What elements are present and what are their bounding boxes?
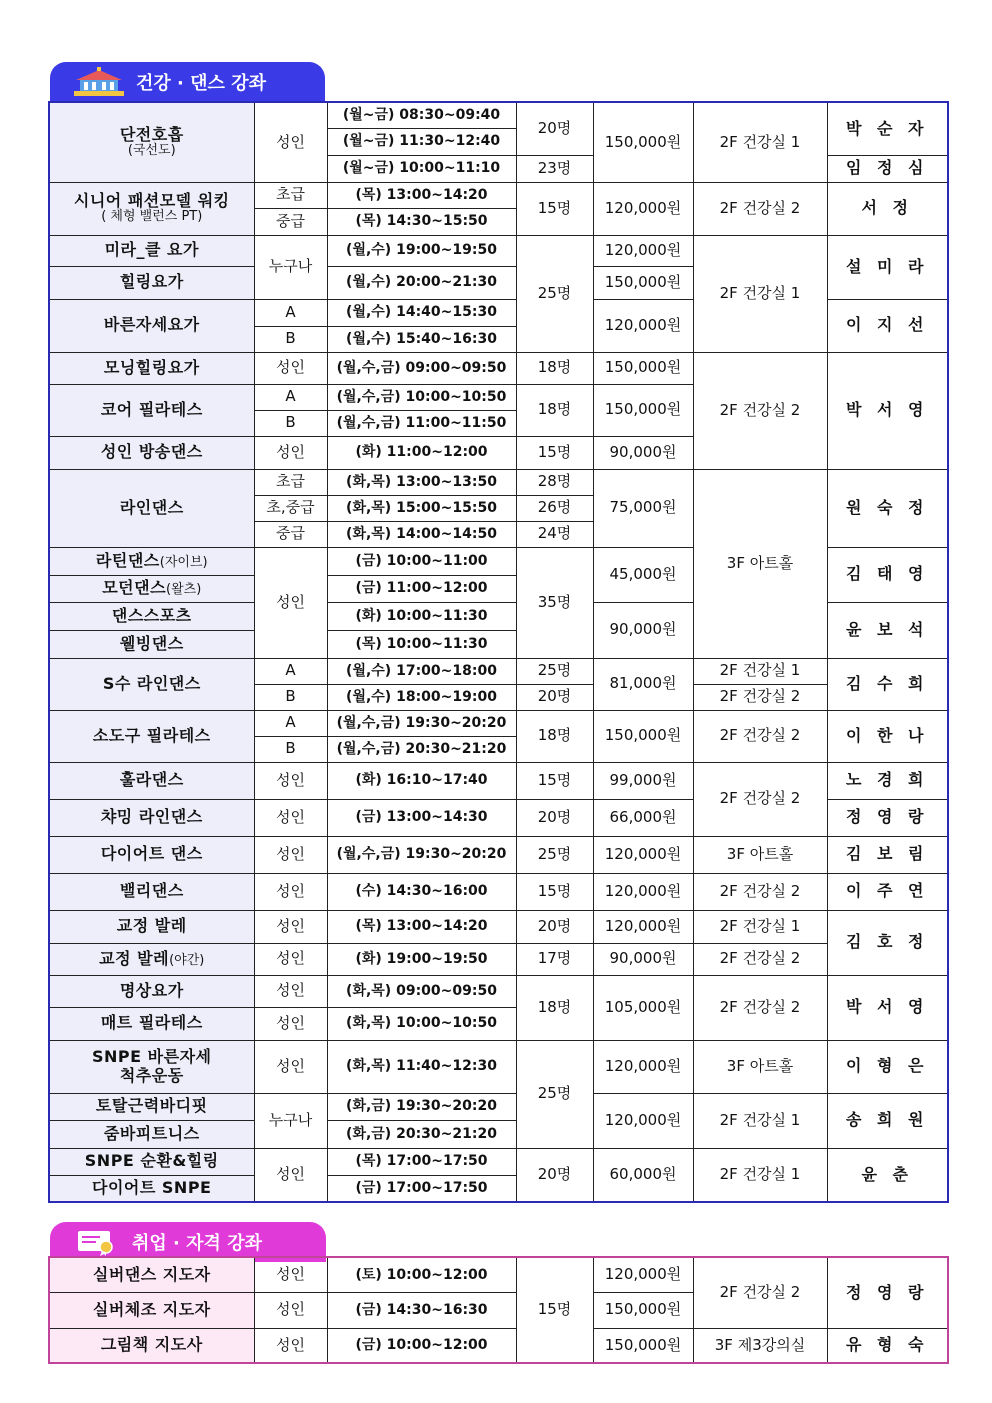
course-price: 120,000원 — [593, 910, 693, 943]
course-name: 소도구 필라테스 — [49, 710, 254, 762]
course-teacher: 이 한 나 — [827, 710, 948, 762]
table-row — [49, 102, 948, 128]
course-room: 3F 제3강의실 — [693, 1328, 827, 1363]
course-capacity: 28명 — [516, 469, 593, 495]
course-time: (화,목) 15:00~15:50 — [327, 495, 516, 521]
course-room: 2F 건강실 2 — [693, 762, 827, 836]
course-target: 성인 — [254, 1040, 327, 1093]
course-target: 성인 — [254, 102, 327, 182]
course-name: SNPE 바른자세 척추운동 — [49, 1040, 254, 1093]
course-name: 매트 필라테스 — [49, 1007, 254, 1040]
course-name: 명상요가 — [49, 975, 254, 1007]
course-name: 챠밍 라인댄스 — [49, 799, 254, 836]
course-price: 90,000원 — [593, 436, 693, 469]
course-time: (화,목) 13:00~13:50 — [327, 469, 516, 495]
table-row — [49, 910, 948, 943]
course-time: (화) 11:00~12:00 — [327, 436, 516, 469]
course-name: 댄스스포츠 — [49, 602, 254, 630]
course-time: (화,목) 10:00~10:50 — [327, 1007, 516, 1040]
course-level: B — [254, 684, 327, 710]
course-teacher: 정 영 랑 — [827, 1257, 948, 1328]
course-level: A — [254, 299, 327, 326]
course-name: 교정 발레(야간) — [49, 943, 254, 975]
section-tab-health-dance — [50, 62, 325, 102]
course-name: 그림책 지도사 — [49, 1328, 254, 1363]
course-capacity: 20명 — [516, 102, 593, 155]
course-price: 75,000원 — [593, 469, 693, 547]
course-time: (금) 17:00~17:50 — [327, 1175, 516, 1202]
course-price: 150,000원 — [593, 1328, 693, 1363]
course-capacity: 25명 — [516, 235, 593, 352]
course-name: 미라_클 요가 — [49, 235, 254, 266]
course-price: 60,000원 — [593, 1148, 693, 1202]
table-row — [49, 836, 948, 873]
course-name: 라틴댄스(자이브) — [49, 547, 254, 575]
course-name: S수 라인댄스 — [49, 658, 254, 710]
course-time: (목) 10:00~11:30 — [327, 630, 516, 658]
table-row — [49, 1148, 948, 1175]
course-room: 3F 아트홀 — [693, 836, 827, 873]
course-capacity: 20명 — [516, 799, 593, 836]
course-name: 모던댄스(왈츠) — [49, 575, 254, 602]
course-level: B — [254, 326, 327, 352]
table-row — [49, 1040, 948, 1093]
course-teacher: 박 서 영 — [827, 975, 948, 1040]
course-capacity: 15명 — [516, 1257, 593, 1363]
course-name: 성인 방송댄스 — [49, 436, 254, 469]
course-capacity: 20명 — [516, 910, 593, 943]
course-target: 누구나 — [254, 1093, 327, 1148]
course-level: 중급 — [254, 208, 327, 235]
course-time: (월~금) 08:30~09:40 — [327, 102, 516, 128]
course-time: (화) 16:10~17:40 — [327, 762, 516, 799]
course-level: B — [254, 736, 327, 762]
course-teacher: 설 미 라 — [827, 235, 948, 299]
course-teacher: 임 정 심 — [827, 155, 948, 182]
course-price: 105,000원 — [593, 975, 693, 1040]
table-row — [49, 1093, 948, 1120]
course-teacher: 박 서 영 — [827, 352, 948, 469]
course-name: 바른자세요가 — [49, 299, 254, 352]
course-room: 2F 건강실 2 — [693, 1257, 827, 1328]
table-row — [49, 469, 948, 495]
course-price: 120,000원 — [593, 873, 693, 910]
course-target: 성인 — [254, 943, 327, 975]
course-time: (목) 13:00~14:20 — [327, 182, 516, 208]
course-time: (수) 14:30~16:00 — [327, 873, 516, 910]
health-dance-table — [48, 101, 949, 1203]
course-time: (금) 10:00~11:00 — [327, 547, 516, 575]
course-time: (화,금) 19:30~20:20 — [327, 1093, 516, 1120]
course-capacity: 18명 — [516, 384, 593, 436]
course-price: 150,000원 — [593, 102, 693, 182]
course-name: 교정 발레 — [49, 910, 254, 943]
course-name: 단전호흡 (국선도) — [49, 102, 254, 182]
course-price: 150,000원 — [593, 352, 693, 384]
course-target: 성인 — [254, 436, 327, 469]
course-name: 모닝힐링요가 — [49, 352, 254, 384]
course-room: 2F 건강실 1 — [693, 658, 827, 684]
course-teacher: 송 희 원 — [827, 1093, 948, 1148]
course-time: (금) 10:00~12:00 — [327, 1328, 516, 1363]
course-time: (화) 19:00~19:50 — [327, 943, 516, 975]
building-icon — [72, 67, 126, 97]
course-price: 150,000원 — [593, 384, 693, 436]
table-row — [49, 182, 948, 208]
course-room: 2F 건강실 2 — [693, 710, 827, 762]
course-capacity: 25명 — [516, 836, 593, 873]
course-level: B — [254, 410, 327, 436]
table-row — [49, 1328, 948, 1363]
course-time: (월,수) 19:00~19:50 — [327, 235, 516, 266]
course-time: (화,금) 20:30~21:20 — [327, 1120, 516, 1148]
course-room: 2F 건강실 2 — [693, 352, 827, 469]
course-capacity: 15명 — [516, 436, 593, 469]
course-price: 66,000원 — [593, 799, 693, 836]
course-room: 2F 건강실 1 — [693, 910, 827, 943]
table-row — [49, 1257, 948, 1292]
course-capacity: 15명 — [516, 762, 593, 799]
course-time: (목) 13:00~14:20 — [327, 910, 516, 943]
course-target: 성인 — [254, 799, 327, 836]
course-price: 81,000원 — [593, 658, 693, 710]
course-price: 99,000원 — [593, 762, 693, 799]
course-capacity: 20명 — [516, 684, 593, 710]
course-name: 라인댄스 — [49, 469, 254, 547]
course-teacher: 이 주 연 — [827, 873, 948, 910]
course-target: 성인 — [254, 1292, 327, 1328]
course-price: 150,000원 — [593, 710, 693, 762]
course-capacity: 35명 — [516, 547, 593, 658]
course-name: 힐링요가 — [49, 266, 254, 299]
course-teacher: 유 형 숙 — [827, 1328, 948, 1363]
course-teacher: 박 순 자 — [827, 102, 948, 155]
course-teacher: 정 영 랑 — [827, 799, 948, 836]
course-capacity: 18명 — [516, 710, 593, 762]
course-time: (금) 13:00~14:30 — [327, 799, 516, 836]
course-time: (월,수,금) 09:00~09:50 — [327, 352, 516, 384]
course-target: 성인 — [254, 1257, 327, 1292]
course-target: 성인 — [254, 352, 327, 384]
course-time: (월,수,금) 20:30~21:20 — [327, 736, 516, 762]
course-teacher: 김 수 희 — [827, 658, 948, 710]
table-row — [49, 352, 948, 384]
course-name: 실버체조 지도자 — [49, 1292, 254, 1328]
course-teacher: 김 보 림 — [827, 836, 948, 873]
course-room: 2F 건강실 1 — [693, 1148, 827, 1202]
course-price: 150,000원 — [593, 266, 693, 299]
course-teacher: 윤 보 석 — [827, 602, 948, 658]
table-row — [49, 658, 948, 684]
course-name: 시니어 패션모델 워킹 ( 체형 밸런스 PT) — [49, 182, 254, 235]
certificate-icon — [76, 1228, 116, 1256]
course-level: A — [254, 384, 327, 410]
course-target: 누구나 — [254, 235, 327, 299]
course-time: (월~금) 10:00~11:10 — [327, 155, 516, 182]
course-name: 웰빙댄스 — [49, 630, 254, 658]
section-title: 건강 · 댄스 강좌 — [136, 73, 266, 94]
course-name: 다이어트 SNPE — [49, 1175, 254, 1202]
course-capacity: 25명 — [516, 658, 593, 684]
course-name: 줌바피트니스 — [49, 1120, 254, 1148]
course-room: 2F 건강실 2 — [693, 873, 827, 910]
course-price: 120,000원 — [593, 836, 693, 873]
career-license-table — [48, 1256, 949, 1364]
course-price: 120,000원 — [593, 1093, 693, 1148]
course-room: 2F 건강실 2 — [693, 182, 827, 235]
course-name: 다이어트 댄스 — [49, 836, 254, 873]
course-teacher: 김 호 정 — [827, 910, 948, 975]
course-target: 성인 — [254, 836, 327, 873]
course-time: (금) 14:30~16:30 — [327, 1292, 516, 1328]
course-room: 2F 건강실 2 — [693, 975, 827, 1040]
course-capacity: 25명 — [516, 1040, 593, 1148]
course-target: 성인 — [254, 1007, 327, 1040]
course-time: (월,수) 20:00~21:30 — [327, 266, 516, 299]
course-time: (화,목) 09:00~09:50 — [327, 975, 516, 1007]
course-time: (월,수) 15:40~16:30 — [327, 326, 516, 352]
course-time: (목) 14:30~15:50 — [327, 208, 516, 235]
course-name: 훌라댄스 — [49, 762, 254, 799]
course-level: 초급 — [254, 469, 327, 495]
course-time: (월,수,금) 11:00~11:50 — [327, 410, 516, 436]
course-level: 중급 — [254, 521, 327, 547]
course-room: 2F 건강실 1 — [693, 235, 827, 352]
course-target: 성인 — [254, 873, 327, 910]
course-price: 120,000원 — [593, 235, 693, 266]
course-room: 3F 아트홀 — [693, 1040, 827, 1093]
course-time: (월,수) 17:00~18:00 — [327, 658, 516, 684]
course-time: (월,수,금) 19:30~20:20 — [327, 710, 516, 736]
table-row — [49, 762, 948, 799]
course-name: 실버댄스 지도자 — [49, 1257, 254, 1292]
course-target: 성인 — [254, 910, 327, 943]
course-price: 90,000원 — [593, 602, 693, 658]
course-level: A — [254, 658, 327, 684]
course-price: 150,000원 — [593, 1292, 693, 1328]
course-level: 초급 — [254, 182, 327, 208]
course-capacity: 17명 — [516, 943, 593, 975]
course-name: 토탈근력바디핏 — [49, 1093, 254, 1120]
course-time: (월,수,금) 19:30~20:20 — [327, 836, 516, 873]
course-name: 코어 필라테스 — [49, 384, 254, 436]
table-row — [49, 235, 948, 266]
course-target: 성인 — [254, 547, 327, 658]
course-target: 성인 — [254, 1328, 327, 1363]
course-room: 2F 건강실 1 — [693, 1093, 827, 1148]
course-level: A — [254, 710, 327, 736]
section-title: 취업 · 자격 강좌 — [132, 1233, 262, 1254]
course-room: 2F 건강실 2 — [693, 684, 827, 710]
course-teacher: 노 경 희 — [827, 762, 948, 799]
course-target: 성인 — [254, 1148, 327, 1202]
course-teacher: 김 태 영 — [827, 547, 948, 602]
course-target: 성인 — [254, 762, 327, 799]
table-row — [49, 873, 948, 910]
course-capacity: 15명 — [516, 182, 593, 235]
course-price: 45,000원 — [593, 547, 693, 602]
course-capacity: 23명 — [516, 155, 593, 182]
course-target: 성인 — [254, 975, 327, 1007]
course-time: (토) 10:00~12:00 — [327, 1257, 516, 1292]
course-time: (목) 17:00~17:50 — [327, 1148, 516, 1175]
course-teacher: 원 숙 정 — [827, 469, 948, 547]
course-time: (월~금) 11:30~12:40 — [327, 128, 516, 155]
course-time: (월,수,금) 10:00~10:50 — [327, 384, 516, 410]
course-room: 2F 건강실 1 — [693, 102, 827, 182]
course-price: 120,000원 — [593, 1040, 693, 1093]
course-price: 90,000원 — [593, 943, 693, 975]
course-time: (화,목) 14:00~14:50 — [327, 521, 516, 547]
course-teacher: 이 형 은 — [827, 1040, 948, 1093]
course-capacity: 20명 — [516, 1148, 593, 1202]
course-teacher: 윤 춘 — [827, 1148, 948, 1202]
course-capacity: 15명 — [516, 873, 593, 910]
course-time: (화) 10:00~11:30 — [327, 602, 516, 630]
course-time: (월,수) 18:00~19:00 — [327, 684, 516, 710]
table-row — [49, 943, 948, 975]
course-level: 초,중급 — [254, 495, 327, 521]
course-time: (화,목) 11:40~12:30 — [327, 1040, 516, 1093]
course-capacity: 18명 — [516, 975, 593, 1040]
course-time: (금) 11:00~12:00 — [327, 575, 516, 602]
course-capacity: 26명 — [516, 495, 593, 521]
course-teacher: 서 정 — [827, 182, 948, 235]
course-time: (월,수) 14:40~15:30 — [327, 299, 516, 326]
course-price: 120,000원 — [593, 299, 693, 352]
course-name: SNPE 순환&힐링 — [49, 1148, 254, 1175]
course-room: 3F 아트홀 — [693, 469, 827, 658]
course-teacher: 이 지 선 — [827, 299, 948, 352]
table-row — [49, 710, 948, 736]
table-row — [49, 975, 948, 1007]
course-price: 120,000원 — [593, 182, 693, 235]
course-capacity: 18명 — [516, 352, 593, 384]
course-capacity: 24명 — [516, 521, 593, 547]
course-name: 밸리댄스 — [49, 873, 254, 910]
course-price: 120,000원 — [593, 1257, 693, 1292]
course-room: 2F 건강실 2 — [693, 943, 827, 975]
